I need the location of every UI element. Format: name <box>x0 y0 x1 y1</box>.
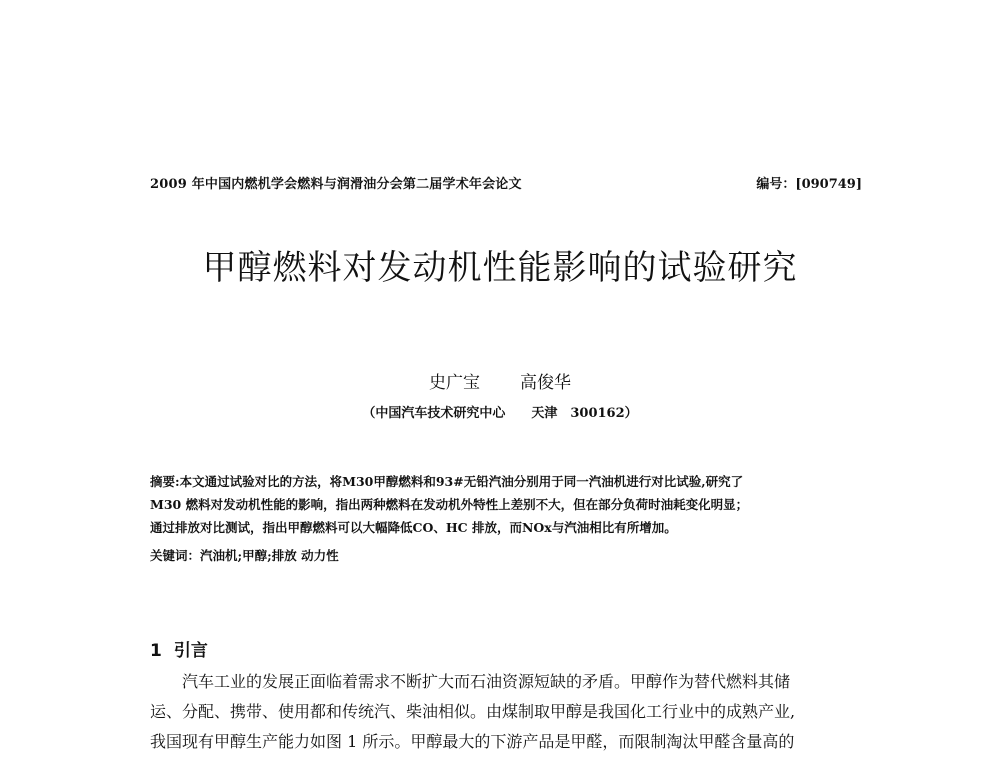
affiliation: （中国汽车技术研究中心 天津 300162） <box>362 406 638 421</box>
abstract <box>150 470 870 539</box>
paper-number: 编号：[090749] <box>756 177 862 192</box>
abstract-line: 摘要:本文通过试验对比的方法，将M30甲醇燃料和93#无铅汽油分别用于同一汽油机进行对比试验,研究了 <box>150 474 744 489</box>
section-heading <box>150 636 208 661</box>
section-body <box>150 667 870 757</box>
author-name: 高俊华 <box>520 373 571 393</box>
abstract-line: 通过排放对比测试，指出甲醇燃料可以大幅降低CO、HC 排放，而NOx与汽油相比有所增加。 <box>150 520 677 535</box>
abstract-line: M30 燃料对发动机性能的影响，指出两种燃料在发动机外特性上差别不大，但在部分负荷时油耗变化明显； <box>150 497 749 512</box>
paper-title: 甲醇燃料对发动机性能影响的试验研究 <box>202 248 798 288</box>
section-title: 引言 <box>173 641 208 661</box>
body-line: 运、分配、携带、使用都和传统汽、柴油相似。由煤制取甲醇是我国化工行业中的成熟产业, <box>150 702 796 721</box>
conference-header: 2009 年中国内燃机学会燃料与润滑油分会第二届学术年会论文 <box>150 177 522 192</box>
keywords: 关键词：汽油机;甲醇;排放 动力性 <box>150 548 339 563</box>
author-list <box>0 368 1000 393</box>
body-line: 我国现有甲醇生产能力如图 1 所示。甲醇最大的下游产品是甲醛，而限制淘汰甲醛含量高的 <box>150 732 795 751</box>
body-line: 汽车工业的发展正面临着需求不断扩大而石油资源短缺的矛盾。甲醇作为替代燃料其储 <box>182 672 791 691</box>
section-number: 1 <box>150 641 162 661</box>
author-name: 史广宝 <box>429 373 480 393</box>
